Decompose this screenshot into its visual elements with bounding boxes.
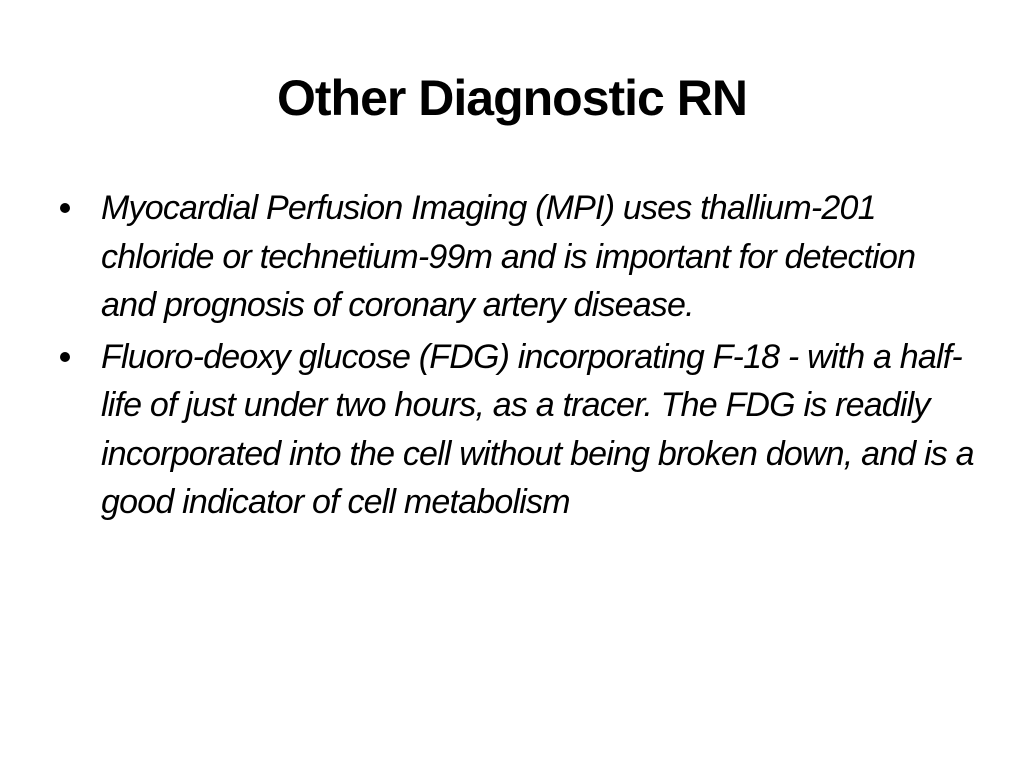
slide-title: Other Diagnostic RN [277,70,747,126]
bullet-dot-icon [60,352,70,362]
bullet-list [56,184,976,530]
bullet-item-fdg [56,333,976,527]
bullet-item-mpi [56,184,976,330]
bullet-text: Myocardial Perfusion Imaging (MPI) uses thallium-201 chloride or technetium-99m and is important for detection and prognosis of coronary artery disease. [101,189,916,324]
bullet-text: Fluoro-deoxy glucose (FDG) incorporating F-18 - with a half-life of just under two hours, as a tracer. The FDG is readily incorporated into the cell without being broken down, and is a good indicator of cell metabolism [101,337,974,521]
bullet-dot-icon [60,203,70,213]
